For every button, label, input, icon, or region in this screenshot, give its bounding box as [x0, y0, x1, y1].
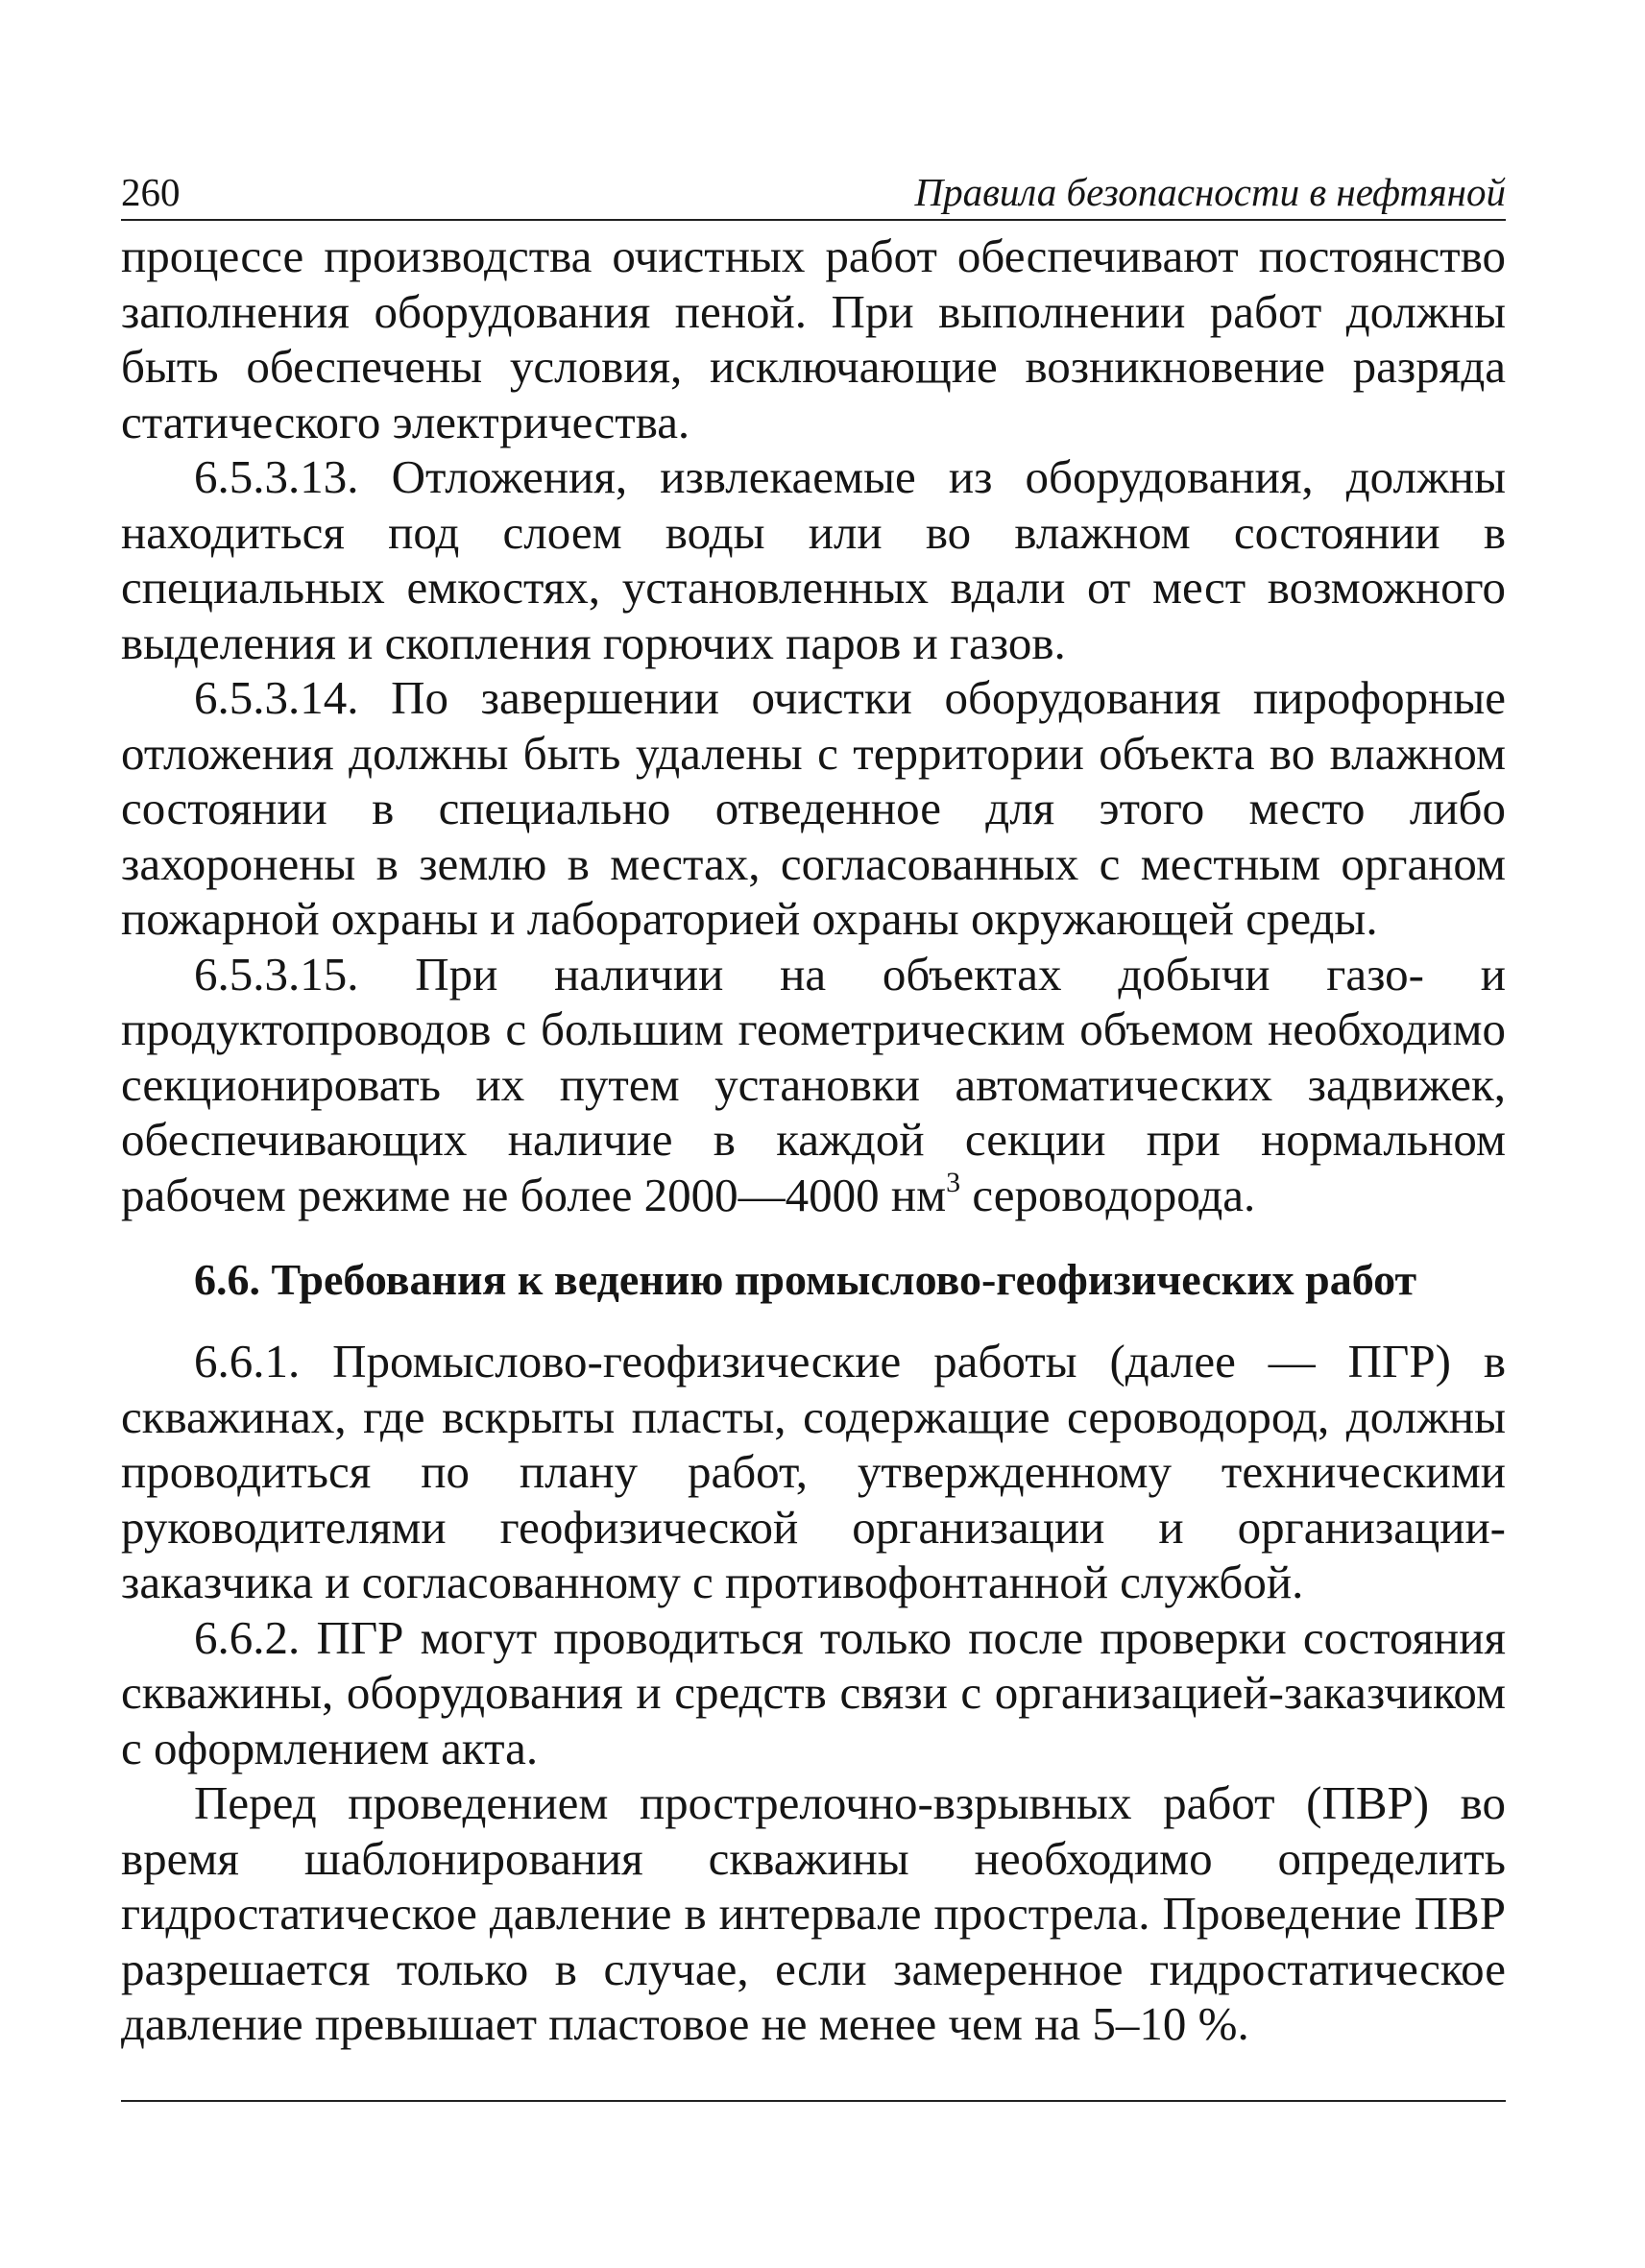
running-header [121, 169, 1506, 221]
footer-rule [121, 2100, 1506, 2102]
body-text [121, 229, 1506, 2052]
paragraph-6-5-3-13: 6.5.3.13. Отложения, извлекаемые из оборудования, должны находиться под слоем воды или во влажном состоянии в специальных емкостях, установленных вдали от мест возможного выделения и скопления горючих паров и газов. [121, 450, 1506, 669]
paragraph-6-6-1: 6.6.1. Промыслово-геофизические работы (далее — ПГР) в скважинах, где вскрыты пласты, содержащие сероводород, должны проводиться по плану работ, утвержденному техническими руководителями геофизической организации и организации-заказчика и согласованному с противофонтанной службой. [121, 1335, 1506, 1608]
paragraph-pvr: Перед проведением прострелочно-взрывных работ (ПВР) во время шаблонирования скважины необходимо определить гидростатическое давление в интервале прострела. Проведение ПВР разрешается только в случае, если замеренное гидростатическое давление превышает пластовое не менее чем на 5–10 %. [121, 1776, 1506, 2050]
paragraph-6-5-3-15-text: 6.5.3.15. При наличии на объектах добычи газо- и продуктопроводов с большим геометрическим объемом необходимо секционировать их путем установки автоматических задвижек, обеспечивающих наличие в каждой секции при нормальном рабочем режиме не более 2000—4000 нм [121, 947, 1506, 1221]
running-title: Правила безопасности в нефтяной [914, 170, 1506, 214]
paragraph-continuation: процессе производства очистных работ обеспечивают постоянство заполнения оборудования пеной. При выполнении работ должны быть обеспечены условия, исключающие возникновение разряда статического электричества. [121, 229, 1506, 448]
paragraph-6-5-3-14: 6.5.3.14. По завершении очистки оборудования пирофорные отложения должны быть удалены с территории объекта во влажном состоянии в специально отведенное для этого место либо захоронены в землю в местах, согласованных с местным органом пожарной охраны и лабораторией охраны окружающей среды. [121, 671, 1506, 945]
paragraph-6-5-3-15-tail: сероводорода. [960, 1168, 1256, 1221]
section-heading: 6.6. Требования к ведению промыслово-геофизических работ [194, 1255, 1417, 1304]
paragraph-6-6-2: 6.6.2. ПГР могут проводиться только после проверки состояния скважины, оборудования и средств связи с организацией-заказчиком с оформлением акта. [121, 1610, 1506, 1774]
paragraph-6-5-3-15 [121, 947, 1506, 1223]
document-page [121, 169, 1506, 2052]
superscript-cubic: 3 [946, 1167, 961, 1199]
page-number: 260 [121, 170, 181, 214]
